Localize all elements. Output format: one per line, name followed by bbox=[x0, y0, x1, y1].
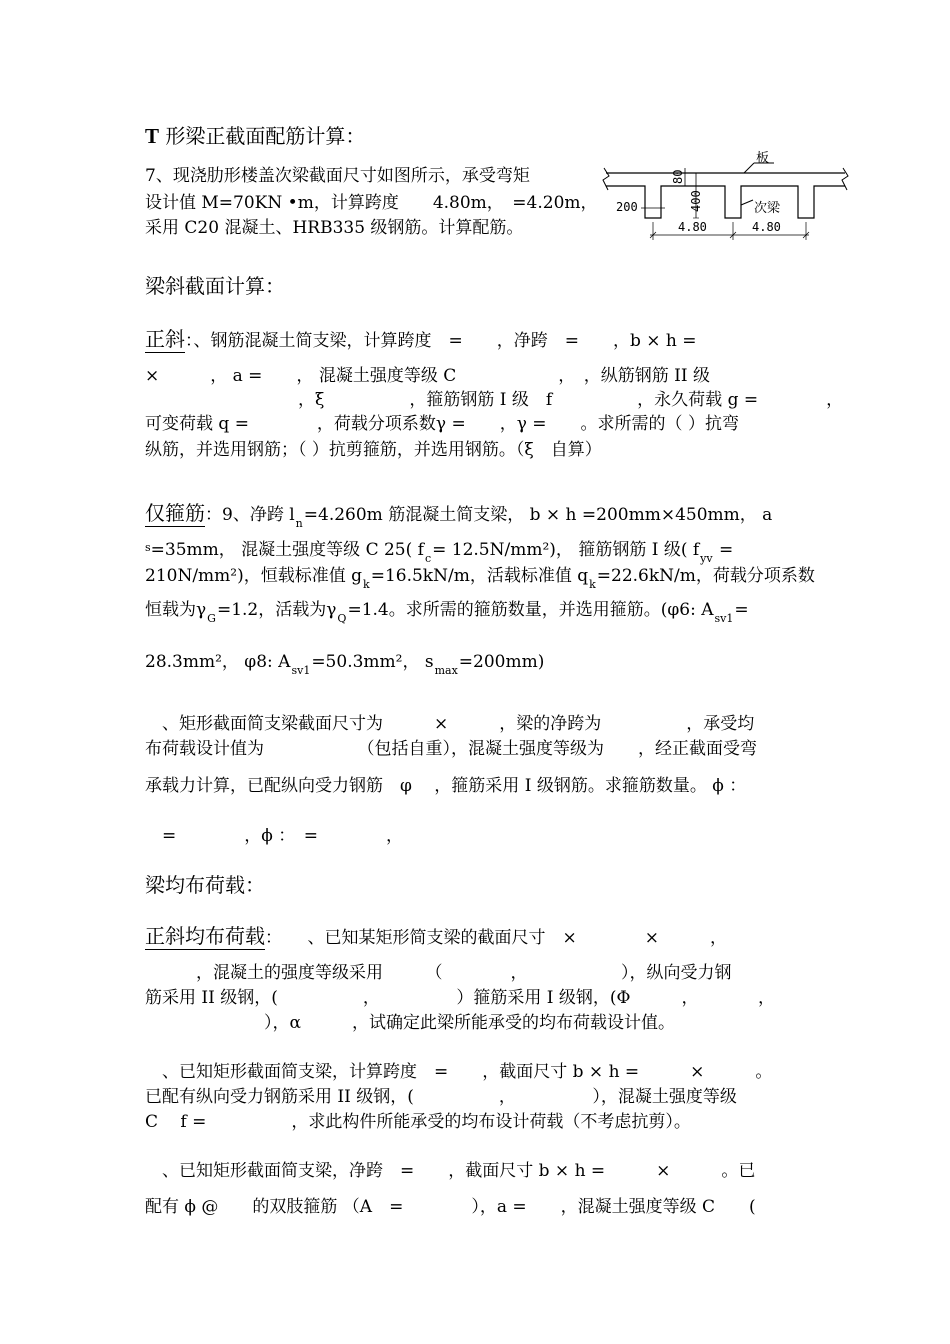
p2-l4-sub1: G bbox=[207, 612, 216, 625]
p2-l4-sub3: sv1 bbox=[714, 612, 734, 625]
slant-sub1-title: 正斜 bbox=[145, 327, 185, 351]
slant-p2-line-2 bbox=[145, 540, 734, 565]
p2-l2c: = bbox=[713, 540, 734, 560]
uniform-p3-line-2: 配有 ϕ @ 的双肢箍筋 （A = ），a = ，混凝土强度等级 C ( bbox=[145, 1197, 756, 1217]
p2-l4b: =1.2，活载为γ bbox=[216, 600, 337, 620]
p2-l5c: =200mm) bbox=[458, 652, 545, 672]
heading-prefix: T bbox=[145, 124, 160, 148]
p2-l1a: ：9、净跨 l bbox=[205, 505, 295, 525]
t-line-1: 7、现浇肋形楼盖次梁截面尺寸如图所示，承受弯矩 bbox=[145, 166, 530, 186]
beam-label: 次梁 bbox=[754, 201, 781, 216]
beam-section-figure bbox=[598, 150, 858, 245]
section-slant-heading: 梁斜截面计算： bbox=[145, 274, 285, 298]
span-2: 4.80 bbox=[752, 220, 781, 234]
uniform-p1-line-2: ，混凝土的强度等级采用 （ ， ），纵向受力钢 bbox=[145, 963, 732, 983]
dim-200: 200 bbox=[616, 200, 638, 214]
p2-l2-sub: s bbox=[145, 541, 151, 554]
t-line-3: 采用 C20 混凝土、HRB335 级钢筋。计算配筋。 bbox=[145, 218, 524, 238]
p2-l2-sub3: yv bbox=[700, 552, 713, 565]
p2-l3a: 210N/mm²)，恒载标准值 g bbox=[145, 566, 363, 586]
slant-sub2-title: 仅箍筋 bbox=[145, 501, 205, 525]
slant-p2-line-4 bbox=[145, 600, 749, 625]
p2-l3c: =22.6kN/m，荷载分项系数 bbox=[596, 566, 815, 586]
section-uniform-heading: 梁均布荷载： bbox=[145, 873, 265, 897]
uniform-p1-text-1: ： 、已知某矩形简支梁的截面尺寸 × × ， bbox=[265, 928, 727, 948]
p2-l5a: 28.3mm²， φ8: A bbox=[145, 652, 291, 672]
slant-p2-line-3 bbox=[145, 566, 815, 591]
slant-p1-line-3: ，ξ ，箍筋钢筋 I 级 f ，永久荷载 g = ， bbox=[145, 390, 844, 410]
slant-p1-line-1 bbox=[145, 329, 697, 351]
slant-p3-line-1: 、矩形截面简支梁截面尺寸为 × ，梁的净跨为 ，承受均 bbox=[145, 714, 755, 734]
heading-text: 形梁正截面配筋计算： bbox=[159, 124, 366, 148]
slant-p1-line-2: × ， a = ， 混凝土强度等级 C ， ，纵筋钢筋 II 级 bbox=[145, 366, 710, 386]
p2-l4a: 恒载为γ bbox=[145, 600, 207, 620]
p2-l1b: =4.260m 筋混凝土简支梁， b × h =200mm×450mm， a bbox=[303, 505, 773, 525]
section-t-heading bbox=[145, 124, 365, 148]
dim-400: 400 bbox=[689, 190, 703, 212]
p2-l2-sub2: c bbox=[424, 552, 432, 565]
slant-p1-line-5: 纵筋，并选用钢筋；（ ）抗剪箍筋，并选用钢筋。（ξ 自算） bbox=[145, 440, 602, 460]
uniform-p1-line-3: 筋采用 II 级钢，( ， ）箍筋采用 I 级钢，(Φ ， ， bbox=[145, 988, 775, 1008]
uniform-p1-line-4: ），α ，试确定此梁所能承受的均布荷载设计值。 bbox=[145, 1013, 675, 1033]
p2-l2a: =35mm， 混凝土强度等级 C 25( f bbox=[150, 540, 424, 560]
slant-p1-line-4: 可变荷载 q = ，荷载分项系数γ = ，γ = 。求所需的（ ）抗弯 bbox=[145, 414, 739, 434]
span-1: 4.80 bbox=[678, 220, 707, 234]
uniform-p2-line-2: 已配有纵向受力钢筋采用 II 级钢，( ， ），混凝土强度等级 bbox=[145, 1087, 737, 1107]
uniform-p2-line-3: C f = ，求此构件所能承受的均布设计荷载（不考虑抗剪）。 bbox=[145, 1112, 691, 1132]
slant-p3-line-2: 布荷载设计值为 （包括自重），混凝土强度等级为 ，经正截面受弯 bbox=[145, 739, 757, 759]
slant-p3-line-4: = ，ϕ ： = ， bbox=[145, 826, 403, 846]
uniform-sub1-title: 正斜均布荷载 bbox=[145, 924, 265, 948]
p2-l5-sub2: max bbox=[434, 664, 458, 677]
uniform-p2-line-1: 、已知矩形截面简支梁，计算跨度 = ，截面尺寸 b × h = × 。 bbox=[145, 1062, 773, 1082]
t-line-2: 设计值 M=70KN •m，计算跨度 4.80m， =4.20m， bbox=[145, 193, 598, 213]
p2-l1-sub: n bbox=[295, 517, 303, 530]
slant-p2-line-5 bbox=[145, 652, 545, 677]
p2-l3-sub2: k bbox=[589, 578, 596, 591]
dim-80: 80 bbox=[671, 169, 685, 184]
uniform-p3-line-1: 、已知矩形截面简支梁，净跨 = ，截面尺寸 b × h = × 。已 bbox=[145, 1161, 756, 1181]
slant-p2-line-1 bbox=[145, 501, 773, 530]
p2-l4d: = bbox=[734, 600, 749, 620]
board-label: 板 bbox=[756, 151, 770, 166]
p2-l2b: = 12.5N/mm²)， 箍筋钢筋 I 级( f bbox=[432, 540, 700, 560]
slant-p3-line-3: 承载力计算，已配纵向受力钢筋 φ ，箍筋采用 I 级钢筋。求箍筋数量。 ϕ ： bbox=[145, 776, 747, 796]
p2-l5-sub1: sv1 bbox=[291, 664, 311, 677]
p2-l3b: =16.5kN/m，活载标准值 q bbox=[370, 566, 589, 586]
uniform-p1-line-1 bbox=[145, 926, 727, 948]
p2-l3-sub1: k bbox=[363, 578, 370, 591]
slant-p1-text-1: ：、钢筋混凝土简支梁，计算跨度 = ，净跨 = ，b × h = bbox=[185, 331, 697, 351]
p2-l5b: =50.3mm²， s bbox=[311, 652, 434, 672]
p2-l4-sub2: Q bbox=[337, 612, 347, 625]
p2-l4c: =1.4。求所需的箍筋数量，并选用箍筋。(φ6: A bbox=[347, 600, 714, 620]
